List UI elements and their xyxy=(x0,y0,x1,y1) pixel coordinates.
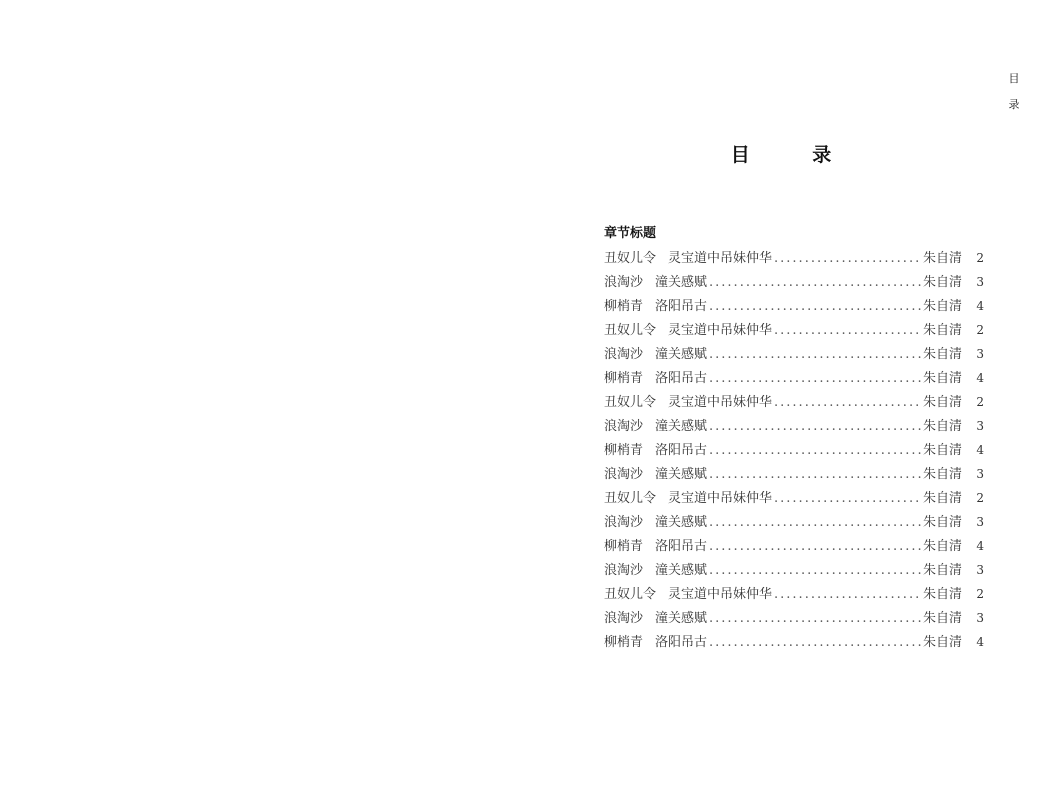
toc-list xyxy=(604,246,984,654)
toc-entry-tune: 丑奴儿令 xyxy=(604,491,657,506)
toc-entry-author: 朱自清 xyxy=(922,539,962,554)
toc-entry-title: 潼关感赋 xyxy=(655,347,708,362)
toc-entry-tune: 柳梢青 xyxy=(604,299,644,314)
toc-entry-tune: 浪淘沙 xyxy=(604,515,644,530)
toc-entry-page: 3 xyxy=(976,611,984,625)
toc-entry-page: 4 xyxy=(976,299,984,313)
toc-entry-title: 潼关感赋 xyxy=(655,563,708,578)
toc-entry-title: 潼关感赋 xyxy=(655,275,708,290)
toc-entry-title: 潼关感赋 xyxy=(655,419,708,434)
toc-entry-tune: 柳梢青 xyxy=(604,371,644,386)
running-header-char: 录 xyxy=(1008,98,1020,111)
toc-entry[interactable] xyxy=(604,270,984,294)
toc-entry-tune: 柳梢青 xyxy=(604,539,644,554)
running-header-char: 目 xyxy=(1008,72,1020,85)
toc-leader-dots xyxy=(709,295,921,319)
toc-entry-tune: 浪淘沙 xyxy=(604,467,644,482)
toc-entry-page: 2 xyxy=(976,587,984,601)
toc-entry[interactable] xyxy=(604,246,984,270)
toc-leader-dots xyxy=(709,415,921,439)
toc-entry-title: 潼关感赋 xyxy=(655,467,708,482)
toc-entry-tune: 丑奴儿令 xyxy=(604,323,657,338)
toc-entry-author: 朱自清 xyxy=(922,587,962,602)
toc-entry-page: 2 xyxy=(976,491,984,505)
toc-entry-tune: 浪淘沙 xyxy=(604,275,644,290)
toc-entry-title: 洛阳吊古 xyxy=(655,635,708,650)
toc-entry-title: 洛阳吊古 xyxy=(655,371,708,386)
toc-entry[interactable] xyxy=(604,558,984,582)
toc-entry-page: 3 xyxy=(976,347,984,361)
toc-entry[interactable] xyxy=(604,438,984,462)
toc-entry[interactable] xyxy=(604,486,984,510)
right-page xyxy=(529,0,1058,793)
toc-leader-dots xyxy=(709,343,921,367)
toc-entry-page: 4 xyxy=(976,635,984,649)
toc-leader-dots xyxy=(709,511,921,535)
toc-entry-title: 潼关感赋 xyxy=(655,611,708,626)
toc-entry[interactable] xyxy=(604,318,984,342)
toc-entry-page: 2 xyxy=(976,395,984,409)
toc-leader-dots xyxy=(774,247,921,271)
table-of-contents xyxy=(604,224,984,654)
toc-entry[interactable] xyxy=(604,294,984,318)
toc-entry-title: 洛阳吊古 xyxy=(655,539,708,554)
toc-entry-author: 朱自清 xyxy=(922,443,962,458)
toc-entry[interactable] xyxy=(604,606,984,630)
toc-leader-dots xyxy=(709,631,921,655)
toc-entry-tune: 丑奴儿令 xyxy=(604,587,657,602)
toc-entry-author: 朱自清 xyxy=(922,515,962,530)
toc-entry-tune: 丑奴儿令 xyxy=(604,395,657,410)
toc-leader-dots xyxy=(709,607,921,631)
toc-leader-dots xyxy=(774,391,921,415)
toc-entry-page: 4 xyxy=(976,443,984,457)
toc-entry[interactable] xyxy=(604,534,984,558)
toc-entry-page: 3 xyxy=(976,515,984,529)
toc-entry-author: 朱自清 xyxy=(922,371,962,386)
toc-entry-page: 4 xyxy=(976,539,984,553)
toc-entry-title: 潼关感赋 xyxy=(655,515,708,530)
toc-leader-dots xyxy=(709,559,921,583)
toc-entry-author: 朱自清 xyxy=(922,563,962,578)
toc-leader-dots xyxy=(709,535,921,559)
toc-entry[interactable] xyxy=(604,510,984,534)
toc-entry-title: 灵宝道中吊妹仲华 xyxy=(668,323,773,338)
toc-entry[interactable] xyxy=(604,390,984,414)
toc-entry-title: 洛阳吊古 xyxy=(655,299,708,314)
toc-entry-author: 朱自清 xyxy=(922,635,962,650)
toc-leader-dots xyxy=(774,583,921,607)
toc-entry-title: 洛阳吊古 xyxy=(655,443,708,458)
toc-entry-page: 3 xyxy=(976,419,984,433)
toc-leader-dots xyxy=(709,367,921,391)
toc-entry-tune: 丑奴儿令 xyxy=(604,251,657,266)
toc-entry[interactable] xyxy=(604,342,984,366)
running-header xyxy=(1006,73,1022,125)
toc-entry-tune: 浪淘沙 xyxy=(604,611,644,626)
toc-leader-dots xyxy=(709,271,921,295)
toc-entry-author: 朱自清 xyxy=(922,611,962,626)
toc-leader-dots xyxy=(709,463,921,487)
toc-entry-author: 朱自清 xyxy=(922,419,962,434)
toc-entry-page: 3 xyxy=(976,467,984,481)
toc-entry-page: 4 xyxy=(976,371,984,385)
toc-leader-dots xyxy=(774,319,921,343)
toc-entry-author: 朱自清 xyxy=(922,323,962,338)
toc-entry-author: 朱自清 xyxy=(922,395,962,410)
toc-entry-author: 朱自清 xyxy=(922,491,962,506)
toc-entry-title: 灵宝道中吊妹仲华 xyxy=(668,251,773,266)
toc-entry-tune: 柳梢青 xyxy=(604,635,644,650)
toc-entry-title: 灵宝道中吊妹仲华 xyxy=(668,491,773,506)
toc-entry[interactable] xyxy=(604,414,984,438)
toc-entry-page: 3 xyxy=(976,563,984,577)
toc-entry-author: 朱自清 xyxy=(922,347,962,362)
toc-entry[interactable] xyxy=(604,630,984,654)
toc-entry[interactable] xyxy=(604,366,984,390)
toc-entry-page: 2 xyxy=(976,323,984,337)
toc-entry-author: 朱自清 xyxy=(922,299,962,314)
toc-heading: 章节标题 xyxy=(604,226,657,241)
toc-leader-dots xyxy=(774,487,921,511)
toc-entry-title: 灵宝道中吊妹仲华 xyxy=(668,395,773,410)
toc-entry-title: 灵宝道中吊妹仲华 xyxy=(668,587,773,602)
toc-entry-page: 3 xyxy=(976,275,984,289)
toc-entry[interactable] xyxy=(604,462,984,486)
toc-entry-page: 2 xyxy=(976,251,984,265)
toc-entry-author: 朱自清 xyxy=(922,251,962,266)
toc-entry-tune: 柳梢青 xyxy=(604,443,644,458)
toc-entry[interactable] xyxy=(604,582,984,606)
page-title: 目 录 xyxy=(730,144,860,166)
toc-entry-tune: 浪淘沙 xyxy=(604,563,644,578)
toc-entry-author: 朱自清 xyxy=(922,275,962,290)
toc-entry-tune: 浪淘沙 xyxy=(604,419,644,434)
toc-entry-author: 朱自清 xyxy=(922,467,962,482)
toc-leader-dots xyxy=(709,439,921,463)
toc-entry-tune: 浪淘沙 xyxy=(604,347,644,362)
